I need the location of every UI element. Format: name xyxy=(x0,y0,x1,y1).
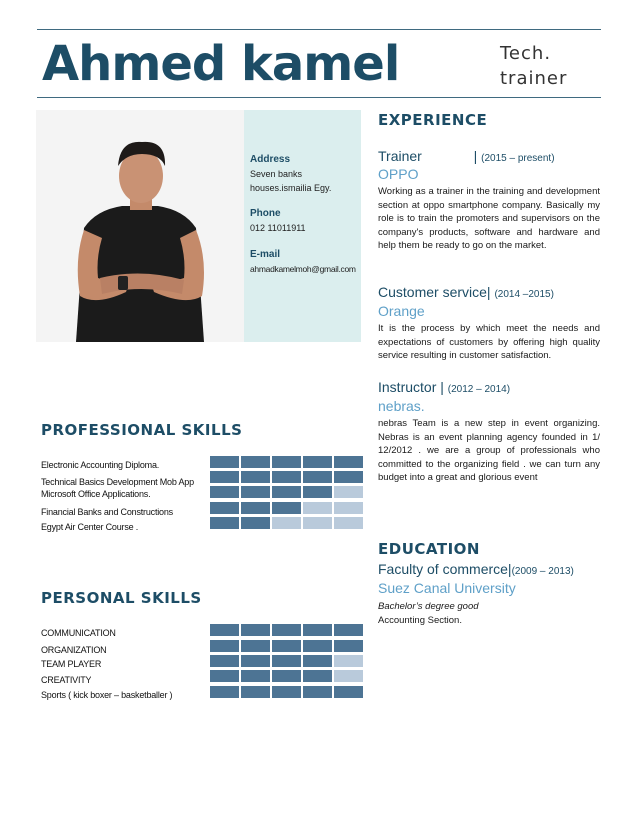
personal-skill-rating-3 xyxy=(210,655,363,667)
rating-cell-filled xyxy=(210,517,239,529)
rating-cell-empty xyxy=(272,517,301,529)
job-1-separator: | xyxy=(473,148,478,164)
address-line-1: Seven banks xyxy=(250,169,303,179)
rating-cell-filled xyxy=(210,655,239,667)
personal-skill-label-2: ORGANIZATION xyxy=(41,645,107,655)
rating-cell-filled xyxy=(210,624,239,636)
candidate-title xyxy=(500,41,600,91)
rating-cell-empty xyxy=(303,502,332,514)
rating-cell-filled xyxy=(210,640,239,652)
education-institution: Suez Canal University xyxy=(378,580,516,596)
job-3-title: Instructor xyxy=(378,379,437,395)
job-3-company: nebras. xyxy=(378,398,425,414)
experience-heading: EXPERIENCE xyxy=(378,111,488,129)
email-label: E-mail xyxy=(250,249,281,260)
professional-skill-label-3: Microsoft Office Applications. xyxy=(41,489,151,499)
personal-skill-label-5: Sports ( kick boxer – basketballer ) xyxy=(41,690,173,700)
header-top-rule xyxy=(37,29,601,30)
education-heading: EDUCATION xyxy=(378,540,480,558)
title-line-1: Tech. xyxy=(500,43,552,64)
rating-cell-filled xyxy=(210,471,239,483)
rating-cell-filled xyxy=(241,640,270,652)
personal-skill-label-3: TEAM PLAYER xyxy=(41,659,102,669)
title-line-2: trainer xyxy=(500,68,568,89)
professional-skill-label-1: Electronic Accounting Diploma. xyxy=(41,460,160,470)
rating-cell-filled xyxy=(241,502,270,514)
personal-skills-heading: PERSONAL SKILLS xyxy=(41,589,202,607)
rating-cell-empty xyxy=(334,486,363,498)
personal-skill-rating-5 xyxy=(210,686,363,698)
job-3-date: (2012 – 2014) xyxy=(447,384,511,395)
job-1-title: Trainer xyxy=(378,148,422,164)
rating-cell-filled xyxy=(272,686,301,698)
education-degree: Bachelor’s degree good xyxy=(378,601,479,612)
rating-cell-filled xyxy=(272,456,301,468)
rating-cell-filled xyxy=(334,640,363,652)
rating-cell-filled xyxy=(272,471,301,483)
rating-cell-empty xyxy=(334,670,363,682)
contact-panel xyxy=(244,110,361,342)
professional-skill-rating-1 xyxy=(210,456,363,468)
rating-cell-filled xyxy=(303,686,332,698)
education-date: (2009 – 2013) xyxy=(511,566,574,577)
personal-skill-rating-2 xyxy=(210,640,363,652)
rating-cell-filled xyxy=(303,670,332,682)
rating-cell-filled xyxy=(334,624,363,636)
rating-cell-filled xyxy=(303,655,332,667)
rating-cell-filled xyxy=(210,486,239,498)
email-value: ahmadkamelmoh@gmail.com xyxy=(250,264,356,274)
candidate-name: Ahmed kamel xyxy=(42,36,400,92)
rating-cell-filled xyxy=(272,502,301,514)
rating-cell-filled xyxy=(241,486,270,498)
professional-skill-rating-4 xyxy=(210,502,363,514)
professional-skill-rating-2 xyxy=(210,471,363,483)
job-2-title: Customer service| xyxy=(378,284,491,300)
rating-cell-filled xyxy=(241,624,270,636)
rating-cell-filled xyxy=(303,486,332,498)
rating-cell-filled xyxy=(272,655,301,667)
job-2-description: It is the process by which meet the needs and expectations of customers by offering high quality service resulting in customer satisfaction. xyxy=(378,323,600,362)
address-label: Address xyxy=(250,154,291,165)
rating-cell-filled xyxy=(303,624,332,636)
rating-cell-filled xyxy=(241,655,270,667)
rating-cell-empty xyxy=(303,517,332,529)
rating-cell-filled xyxy=(303,640,332,652)
job-2-title-line xyxy=(378,284,554,300)
rating-cell-filled xyxy=(210,502,239,514)
job-3-separator: | xyxy=(440,379,444,395)
professional-skill-label-4: Financial Banks and Constructions xyxy=(41,507,173,517)
job-2-date: (2014 –2015) xyxy=(494,289,554,300)
rating-cell-filled xyxy=(272,486,301,498)
job-1-date: (2015 – present) xyxy=(481,153,555,164)
personal-skill-label-1: COMMUNICATION xyxy=(41,628,116,638)
job-1-description: Working as a trainer in the training and development section at oppo smartphone company. Basically my role is to train the promoters and supervisors on the company's products, software and hardware and help them be ready to go on the market. xyxy=(378,186,600,252)
rating-cell-filled xyxy=(334,471,363,483)
professional-skills-heading: PROFESSIONAL SKILLS xyxy=(41,421,243,439)
education-degree-title: Faculty of commerce| xyxy=(378,561,512,577)
rating-cell-empty xyxy=(334,502,363,514)
rating-cell-filled xyxy=(334,686,363,698)
professional-skill-rating-3 xyxy=(210,486,363,498)
personal-skill-label-4: CREATIVITY xyxy=(41,675,92,685)
rating-cell-empty xyxy=(334,655,363,667)
professional-skill-rating-5 xyxy=(210,517,363,529)
personal-skill-rating-1 xyxy=(210,624,363,636)
job-3-description: nebras Team is a new step in event organizing. Nebras is an event planning agency founded in 1/ 12/2012 . we are a group of professionals who committed to the organizing field . we can turn any budget into a great and glorious event xyxy=(378,418,600,484)
job-3-title-line xyxy=(378,379,510,395)
rating-cell-filled xyxy=(241,471,270,483)
rating-cell-filled xyxy=(272,640,301,652)
job-1-company: OPPO xyxy=(378,166,419,182)
education-section: Accounting Section. xyxy=(378,615,462,626)
rating-cell-filled xyxy=(272,624,301,636)
header-bottom-rule xyxy=(37,97,601,98)
phone-label: Phone xyxy=(250,208,281,219)
rating-cell-filled xyxy=(303,456,332,468)
rating-cell-filled xyxy=(241,456,270,468)
rating-cell-empty xyxy=(334,517,363,529)
rating-cell-filled xyxy=(241,517,270,529)
job-2-company: Orange xyxy=(378,303,425,319)
phone-value: 012 11011911 xyxy=(250,223,306,233)
rating-cell-filled xyxy=(210,670,239,682)
address-line-2: houses.ismailia Egy. xyxy=(250,183,332,193)
education-title-line xyxy=(378,561,574,577)
personal-skill-rating-4 xyxy=(210,670,363,682)
professional-skill-label-2: Technical Basics Development Mob App xyxy=(41,477,194,487)
rating-cell-filled xyxy=(210,456,239,468)
rating-cell-filled xyxy=(210,686,239,698)
rating-cell-filled xyxy=(241,670,270,682)
profile-photo xyxy=(36,110,244,342)
rating-cell-filled xyxy=(334,456,363,468)
rating-cell-filled xyxy=(272,670,301,682)
rating-cell-filled xyxy=(303,471,332,483)
professional-skill-label-5: Egypt Air Center Course . xyxy=(41,522,139,532)
rating-cell-filled xyxy=(241,686,270,698)
job-1-title-line xyxy=(378,148,555,164)
